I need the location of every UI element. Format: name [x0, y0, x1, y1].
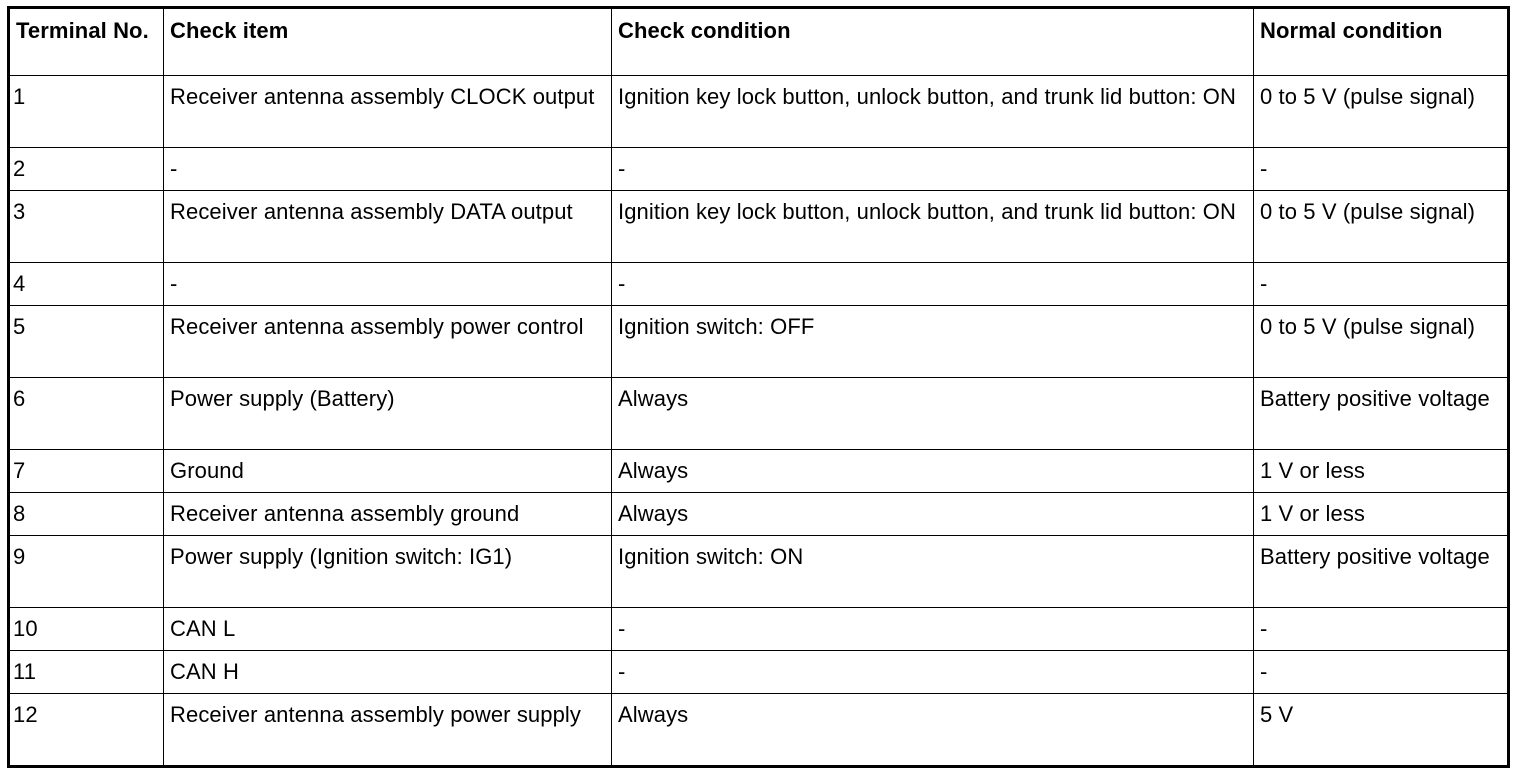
- terminal-number: 8: [9, 493, 164, 536]
- table-row: [9, 694, 1509, 767]
- check-item: CAN H: [164, 651, 612, 694]
- check-condition: Always: [612, 493, 1254, 536]
- table-row: [9, 148, 1509, 191]
- normal-condition: Battery positive voltage: [1254, 536, 1509, 608]
- terminal-check-table: [7, 6, 1510, 768]
- terminal-number: 9: [9, 536, 164, 608]
- normal-condition: -: [1254, 263, 1509, 306]
- normal-condition: 5 V: [1254, 694, 1509, 767]
- normal-condition: 0 to 5 V (pulse signal): [1254, 191, 1509, 263]
- check-condition: -: [612, 263, 1254, 306]
- normal-condition: 1 V or less: [1254, 450, 1509, 493]
- normal-condition: -: [1254, 651, 1509, 694]
- terminal-number: 4: [9, 263, 164, 306]
- normal-condition: Battery positive voltage: [1254, 378, 1509, 450]
- normal-condition: 0 to 5 V (pulse signal): [1254, 306, 1509, 378]
- normal-condition: 0 to 5 V (pulse signal): [1254, 76, 1509, 148]
- check-item: Receiver antenna assembly power supply: [164, 694, 612, 767]
- check-condition: Always: [612, 694, 1254, 767]
- terminal-number: 7: [9, 450, 164, 493]
- normal-condition: -: [1254, 608, 1509, 651]
- header-check-condition: Check condition: [612, 8, 1254, 76]
- table-header-row: [9, 8, 1509, 76]
- table-row: [9, 191, 1509, 263]
- terminal-number: 11: [9, 651, 164, 694]
- check-condition: Always: [612, 378, 1254, 450]
- header-check-item: Check item: [164, 8, 612, 76]
- check-item: Receiver antenna assembly power control: [164, 306, 612, 378]
- check-condition: Ignition key lock button, unlock button, and trunk lid button: ON: [612, 76, 1254, 148]
- table-row: [9, 608, 1509, 651]
- check-condition: -: [612, 148, 1254, 191]
- check-condition: -: [612, 651, 1254, 694]
- terminal-number: 5: [9, 306, 164, 378]
- check-condition: Ignition switch: OFF: [612, 306, 1254, 378]
- check-item: Receiver antenna assembly ground: [164, 493, 612, 536]
- table-row: [9, 76, 1509, 148]
- check-item: Power supply (Ignition switch: IG1): [164, 536, 612, 608]
- table-row: [9, 450, 1509, 493]
- header-normal-condition: Normal condition: [1254, 8, 1509, 76]
- terminal-number: 12: [9, 694, 164, 767]
- check-item: Power supply (Battery): [164, 378, 612, 450]
- terminal-number: 2: [9, 148, 164, 191]
- check-condition: Always: [612, 450, 1254, 493]
- check-item: Receiver antenna assembly DATA output: [164, 191, 612, 263]
- check-item: Ground: [164, 450, 612, 493]
- table-row: [9, 493, 1509, 536]
- terminal-number: 1: [9, 76, 164, 148]
- check-condition: -: [612, 608, 1254, 651]
- check-condition: Ignition switch: ON: [612, 536, 1254, 608]
- table-row: [9, 378, 1509, 450]
- table-row: [9, 306, 1509, 378]
- terminal-number: 3: [9, 191, 164, 263]
- table-row: [9, 536, 1509, 608]
- table-row: [9, 263, 1509, 306]
- terminal-number: 10: [9, 608, 164, 651]
- header-terminal-no: Terminal No.: [9, 8, 164, 76]
- table-row: [9, 651, 1509, 694]
- normal-condition: -: [1254, 148, 1509, 191]
- check-item: -: [164, 263, 612, 306]
- terminal-number: 6: [9, 378, 164, 450]
- check-item: Receiver antenna assembly CLOCK output: [164, 76, 612, 148]
- check-condition: Ignition key lock button, unlock button, and trunk lid button: ON: [612, 191, 1254, 263]
- check-item: CAN L: [164, 608, 612, 651]
- check-item: -: [164, 148, 612, 191]
- normal-condition: 1 V or less: [1254, 493, 1509, 536]
